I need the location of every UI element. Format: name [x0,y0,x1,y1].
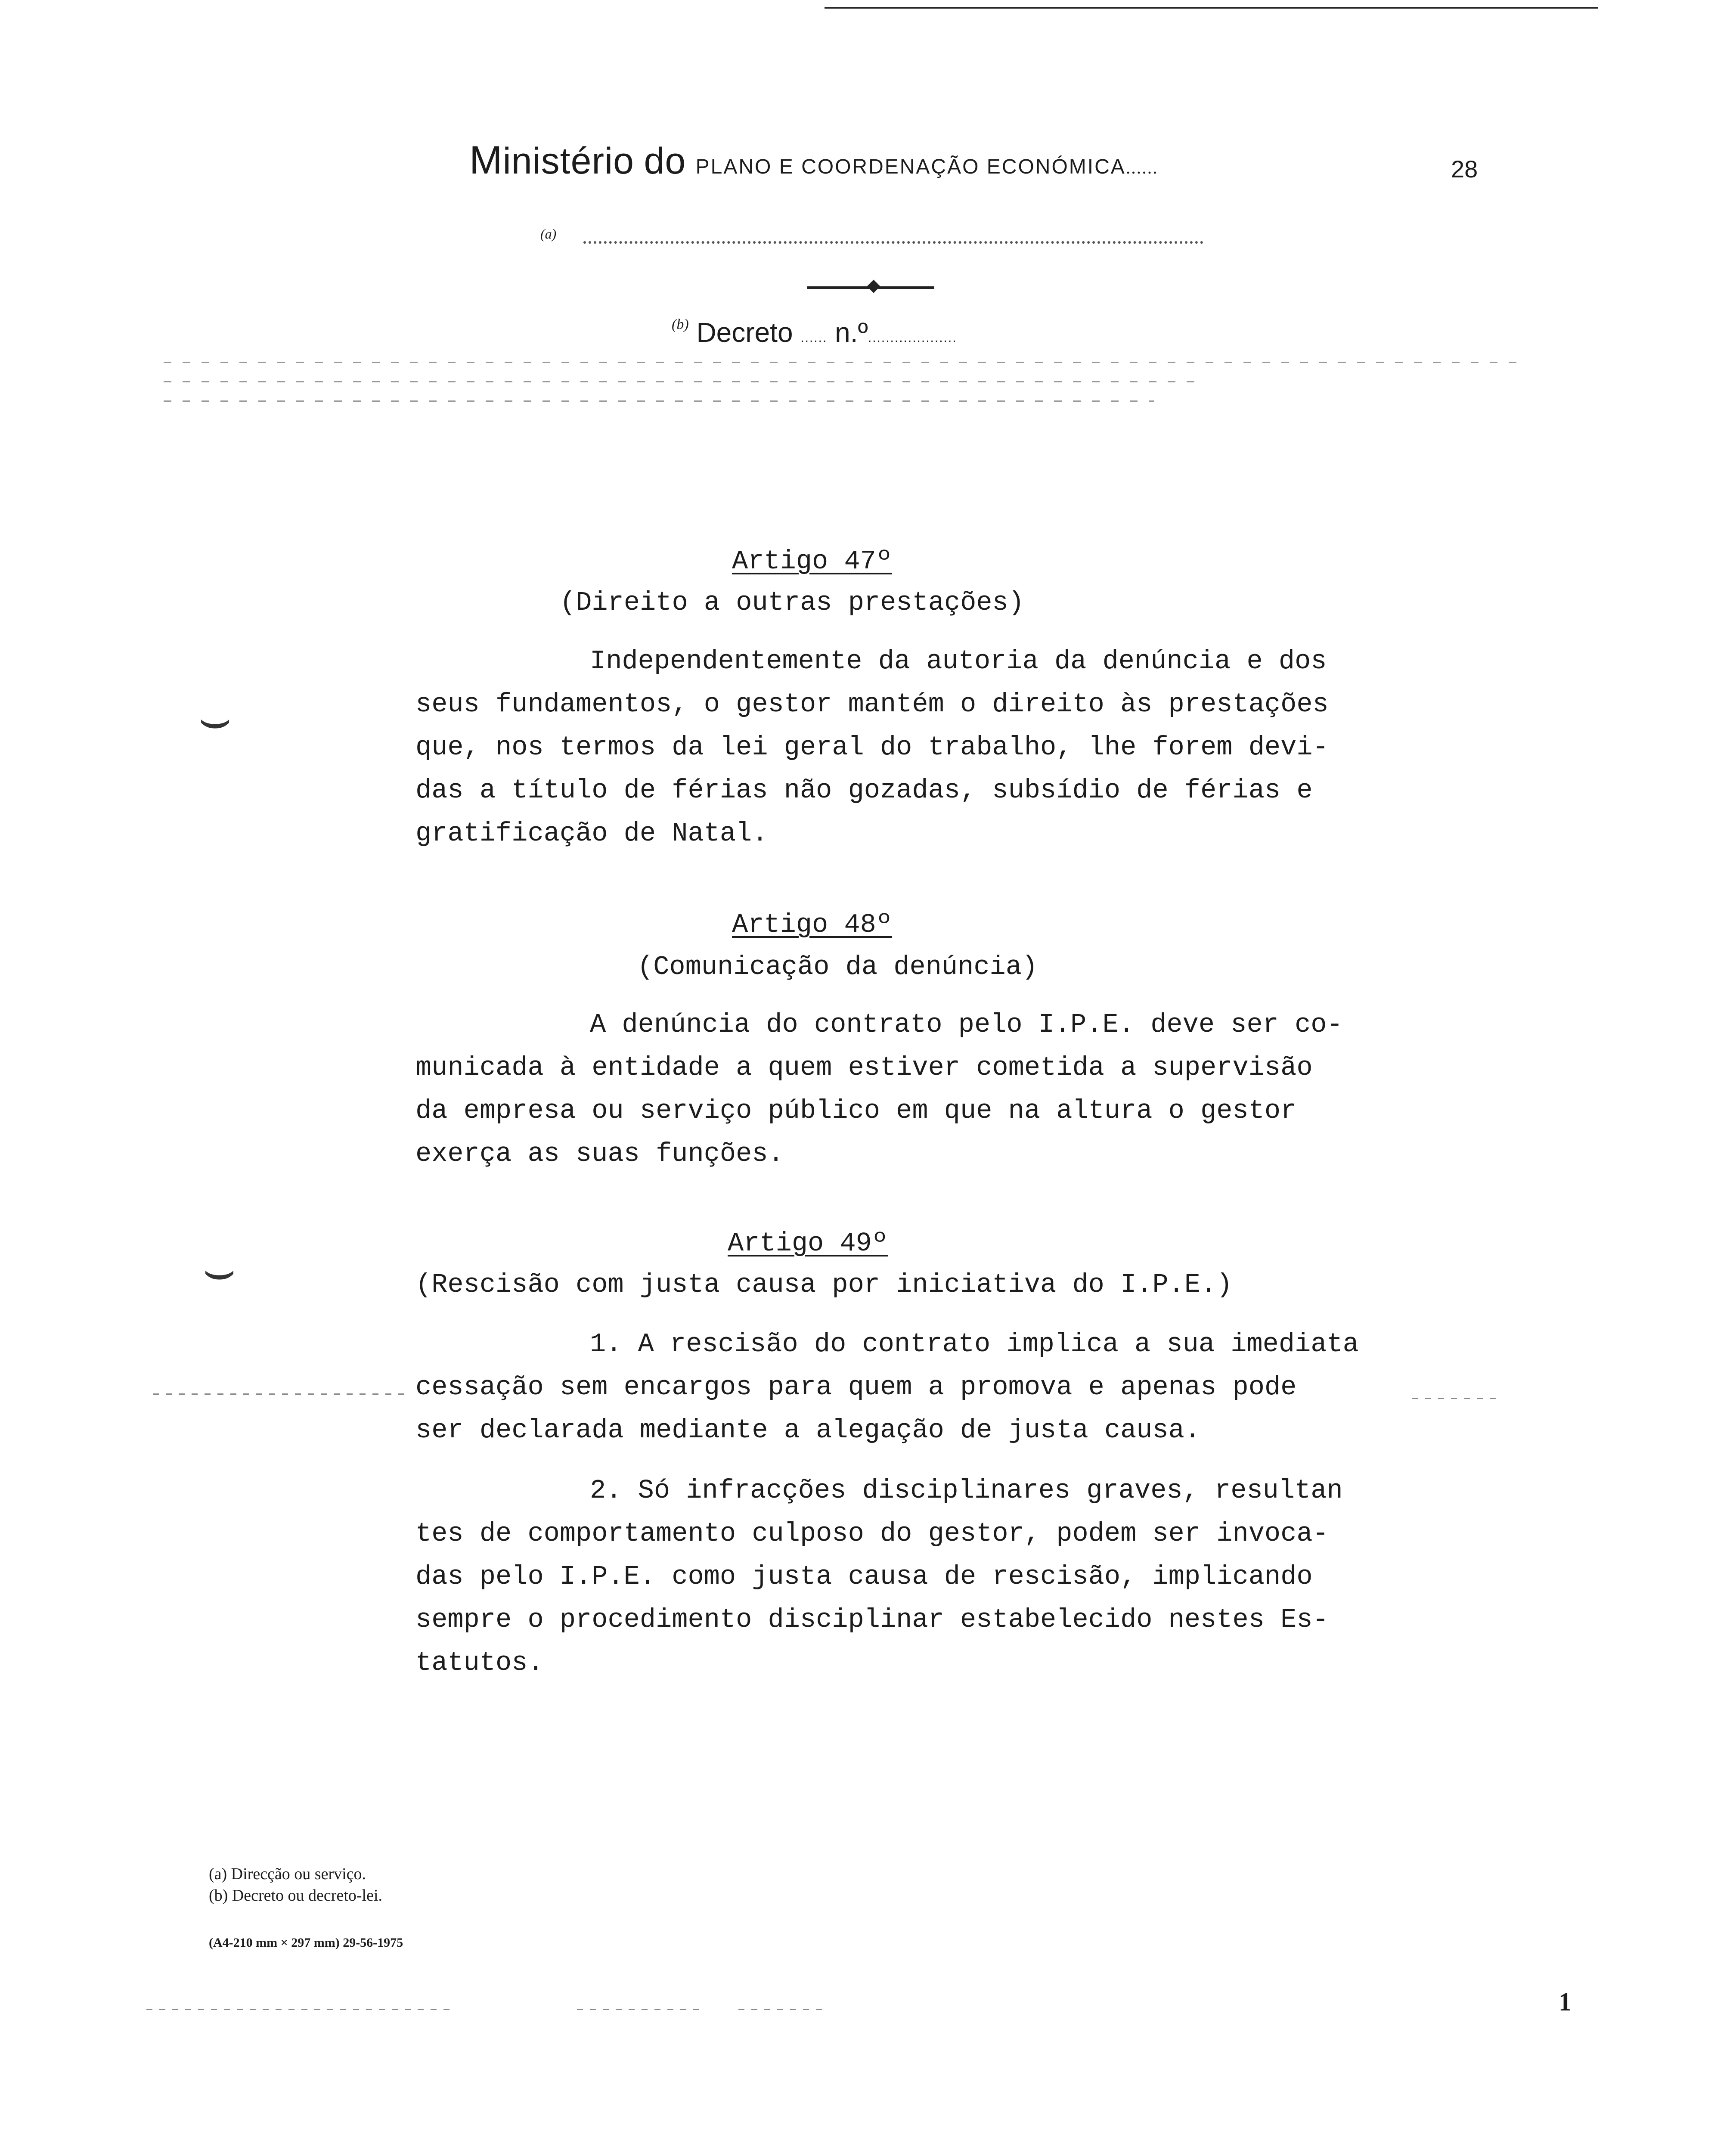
separator-left [807,286,872,289]
article-47-subtitle: (Direito a outras prestações) [560,587,1024,618]
article-48-line: exerça as suas funções. [415,1139,784,1169]
scan-noise-line [153,1393,411,1395]
margin-arc-icon: ⌣ [202,1240,236,1300]
scan-noise-line [577,2009,706,2010]
article-48-subtitle: (Comunicação da denúncia) [637,952,1038,982]
article-48-line: da empresa ou serviço público em que na altura o gestor [415,1095,1297,1126]
top-rule [825,7,1598,9]
article-49-line: 2. Só infracções disciplinares graves, resultan [590,1475,1343,1506]
margin-arc-icon: ⌣ [198,689,232,749]
article-49-title: Artigo 49º [728,1228,888,1259]
article-49-line: cessação sem encargos para quem a promova e apenas pode [415,1372,1297,1402]
article-47-line: seus fundamentos, o gestor mantém o direito às prestações [415,689,1329,720]
footnote-b: (b) Decreto ou decreto-lei. [209,1886,383,1905]
ministry-title: Ministério do PLANO E COORDENAÇÃO ECONÓMICA...... [469,138,1158,182]
decreto-label: Decreto [696,317,793,348]
page-number: 28 [1451,155,1478,183]
margin-page-mark: 1 [1559,1988,1572,2016]
ministry-initial: M [469,138,503,182]
ministry-department: PLANO E COORDENAÇÃO ECONÓMICA [695,155,1126,178]
article-47-line: Independentemente da autoria da denúncia e dos [590,646,1327,676]
footnote-a: (a) Direcção ou serviço. [209,1865,366,1883]
field-a-label: (a) [540,226,557,242]
ministry-word: inistério [502,140,634,182]
article-49-subtitle: (Rescisão com justa causa por iniciativa do I.P.E.) [415,1269,1233,1300]
article-49-line: tatutos. [415,1647,544,1678]
scan-noise-line [164,381,1197,382]
article-47-line: que, nos termos da lei geral do trabalho, lhe forem devi- [415,732,1329,763]
separator-right [878,286,934,289]
scan-noise-line [1412,1398,1498,1399]
article-49-line: tes de comportamento culposo do gestor, podem ser invoca- [415,1518,1329,1549]
scan-noise-line [738,2009,825,2010]
article-49-line: ser declarada mediante a alegação de justa causa. [415,1415,1201,1446]
field-a-dotted-line [583,241,1203,244]
article-47-line: gratificação de Natal. [415,818,768,849]
article-48-title: Artigo 48º [732,909,893,940]
article-49-line: sempre o procedimento disciplinar estabelecido nestes Es- [415,1604,1329,1635]
ministry-do: do [644,140,686,182]
numero-label: n.º [835,317,868,348]
field-b-label: (b) [672,316,689,332]
article-47-title: Artigo 47º [732,546,893,577]
decreto-line: $^{(b)}$ Decreto ...... n.º.................... [672,316,957,348]
form-reference: (A4-210 mm × 297 mm) 29-56-1975 [209,1936,403,1950]
article-47-line: das a título de férias não gozadas, subsídio de férias e [415,775,1313,806]
article-48-line: A denúncia do contrato pelo I.P.E. deve ser co- [590,1009,1343,1040]
scan-noise-line [164,400,1154,402]
article-49-line: das pelo I.P.E. como justa causa de rescisão, implicando [415,1561,1313,1592]
article-49-line: 1. A rescisão do contrato implica a sua imediata [590,1329,1359,1359]
article-48-line: municada à entidade a quem estiver cometida a supervisão [415,1052,1313,1083]
scan-noise-line [164,362,1520,363]
scan-noise-line [146,2009,456,2010]
